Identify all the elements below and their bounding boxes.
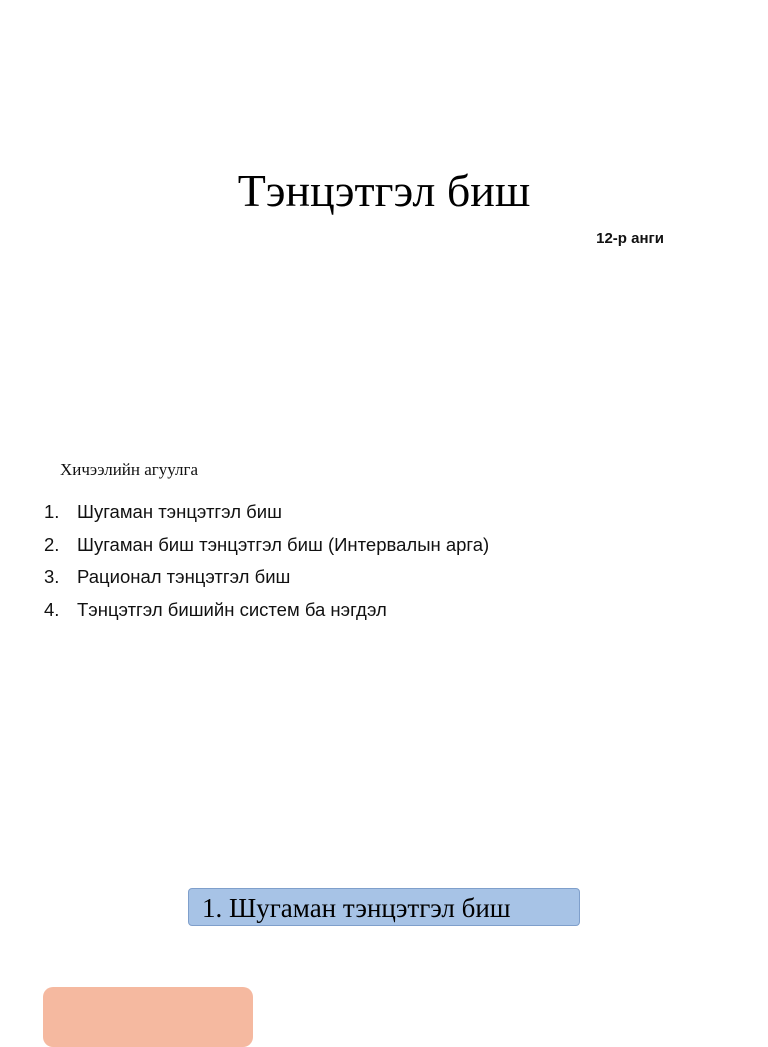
contents-list bbox=[44, 496, 489, 626]
list-item-number: 4. bbox=[44, 598, 60, 620]
document-title: Тэнцэтгэл биш bbox=[237, 165, 531, 216]
list-item-text: Шугаман тэнцэтгэл биш bbox=[77, 501, 282, 522]
list-item-number: 2. bbox=[44, 533, 60, 555]
list-item-text: Рационал тэнцэтгэл биш bbox=[77, 566, 291, 587]
list-item bbox=[44, 561, 489, 594]
list-item bbox=[44, 594, 489, 627]
list-item bbox=[44, 529, 489, 562]
list-item-number: 1. bbox=[44, 501, 60, 522]
list-item bbox=[44, 496, 489, 529]
list-item-text: Шугаман биш тэнцэтгэл биш (Интервалын арга) bbox=[77, 533, 490, 555]
grade-label: 12-р анги bbox=[596, 230, 664, 247]
list-item-number: 3. bbox=[44, 566, 60, 587]
orange-shape bbox=[43, 987, 253, 1047]
list-item-text: Тэнцэтгэл бишийн систем ба нэгдэл bbox=[77, 598, 387, 620]
contents-heading: Хичээлийн агуулга bbox=[60, 460, 199, 479]
section-heading-box: 1. Шугаман тэнцэтгэл биш bbox=[188, 888, 580, 926]
